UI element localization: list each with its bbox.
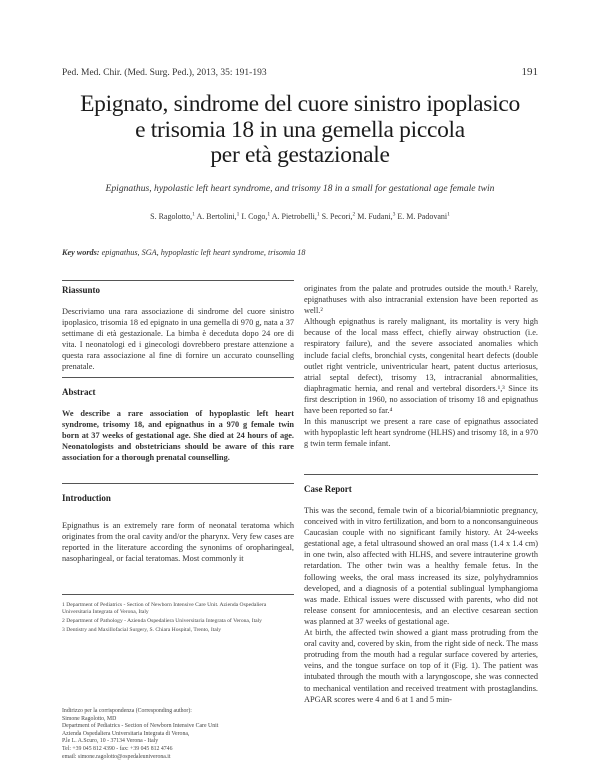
introduction-text: Epignathus is an extremely rare form of neonatal teratoma which originates from the oral cavity and/or the pharynx. Very few cases are reported in the literature according the synonims of oropharingeal, nasopharingeal, or facial teratomas. Most commonly it — [62, 521, 294, 564]
paragraph: In this manuscript we present a rare case of epignathus associated with hypoplastic left heart syndrome (HLHS) and trisomy 18, in a 970 g twin term female infant. — [304, 417, 538, 449]
paragraph: This was the second, female twin of a bicorial/biamniotic pregnancy, conceived with in vitro fertilization, and born to a nonconsanguineous Caucasian couple with no significant family history. At 24-weeks gestational age, a fetal ultrasound showed an oral mass (1.4 x 1.4 cm) in one twin, also affected with HLHS, and severe intrauterine growth retardation. The other twin was a healthy female fetus. In the following weeks, the oral mass increased its size, polyhydramnios developed, and a diagnosis of a potential sublingual lymphangioma was made. Ethical issues were discussed with parents, who did not release consent for amniocentesis, and an elective cesarean section was planned at 37 weeks of gestational age. — [304, 506, 538, 626]
correspondence-line: Department of Pediatrics - Section of Newborn Intensive Care Unit — [62, 723, 219, 730]
section-heading-case-report: Case Report — [304, 484, 352, 494]
riassunto-text: Descriviamo una rara associazione di sindrome del cuore sinistro ipoplasico, trisomia 18 ed epignato in una gemella di 970 g, nata a 37 settimane di età gestazionale. La bimba è deceduta dopo 24 ore di vita. I neonatologi ed i ginecologi dovrebbero prestare attenzione a questa rara associazione al fine di fornire un accurato counselling prenatale. — [62, 307, 294, 372]
footnote-divider — [62, 594, 294, 595]
author-list — [40, 211, 560, 221]
author: E. M. Padovani$^1$ — [397, 211, 450, 221]
section-heading-abstract: Abstract — [62, 387, 96, 397]
author: S. Ragolotto,$^1$ — [150, 211, 195, 221]
section-heading-introduction: Introduction — [62, 493, 111, 503]
author: S. Pecori,$^2$ — [321, 211, 356, 221]
keywords-label: Key words: — [62, 248, 100, 257]
divider — [62, 483, 294, 484]
paragraph: originates from the palate and protrudes outside the mouth.¹ Rarely, epignathuses with also intracranial extension have been reported as well.² — [304, 284, 538, 316]
footnote: 1 Department of Pediatrics - Section of Newborn Intensive Care Unit. Azienda Ospedaliera Universitaria Integrata of Verona, Italy — [62, 602, 267, 616]
divider — [62, 377, 294, 378]
page-number: 191 — [521, 66, 538, 78]
footnote: 2 Department of Pathology - Azienda Ospedaliera Universitaria Integrata of Verona, Italy — [62, 618, 262, 625]
author: M. Fudani,$^3$ — [357, 211, 396, 221]
journal-citation: Ped. Med. Chir. (Med. Surg. Ped.), 2013, 35: 191-193 — [62, 68, 267, 78]
correspondence-line: Azienda Ospedaliera Universitaria Integrata di Verona, — [62, 730, 190, 737]
correspondence-line: Indirizzo per la corrispondenza (Corresponding author): — [62, 708, 192, 714]
correspondence-line: Simone Ragolotto, MD — [62, 715, 117, 722]
abstract-text: We describe a rare association of hypoplastic left heart syndrome, trisomy 18, and epignathus in a 970 g female twin born at 37 weeks of gestational age. She died at 24 hours of age. Neonatologists and obstetricians should be aware of this rare association for a thorough prenatal counselling. — [62, 409, 294, 463]
paragraph: Although epignathus is rarely malignant, its mortality is very high because of the local mass effect, chiefly airway obstruction (i.e. respiratory failure), and the severe associated anomalies which include facial clefts, bronchial cysts, congenital heart defects (double outlet right ventricle, univentricular heart, patent ductus arteriosus, atrial septal defect), trisomy 13, intracranial abnormalities, diaphragmatic hernia, and renal and vertebral disorders.¹,³ Since its first description in 1960, no association of trisomy 18 and epignathus have been reported so far.⁴ — [304, 317, 538, 416]
title-line: e trisomia 18 in una gemella piccola — [135, 116, 465, 143]
right-column-intro — [304, 283, 538, 449]
keywords — [62, 248, 306, 257]
divider — [62, 280, 294, 281]
correspondence-block — [62, 708, 294, 761]
divider — [304, 474, 538, 475]
correspondence-line: email: simone.ragolotto@ospedaleuniverona.it — [62, 753, 171, 760]
article-title — [40, 92, 560, 169]
correspondence-line: Tel: +39 045 812 4390 - fax: +39 045 812 4746 — [62, 745, 173, 752]
author: I. Cogo,$^1$ — [241, 211, 271, 221]
paragraph: At birth, the affected twin showed a giant mass protruding from the oral cavity and, covered by skin, from the right side of neck. The mass protruding from the mouth had a regular surface covered by arteries, veins, and the tongue surface on top of it (Fig. 1). The patient was intubated through the mouth with a laryngoscope, she was connected to mechanical ventilation and received treatment with prostaglandins. APGAR scores were 4 and 6 at 1 and 5 min- — [304, 628, 538, 704]
english-title: Epignathus, hypolastic left heart syndrome, and trisomy 18 in a small for gestational age female twin — [105, 183, 495, 194]
footnote: 3 Dentistry and Maxillofacial Surgery, S. Chiara Hospital, Trento, Italy — [62, 627, 222, 634]
affiliation-footnotes — [62, 602, 294, 636]
title-line: Epignato, sindrome del cuore sinistro ipoplasico — [80, 91, 520, 117]
title-line: per età gestazionale — [210, 142, 390, 168]
author: A. Bertolini,$^1$ — [196, 211, 240, 221]
section-heading-riassunto: Riassunto — [62, 285, 101, 295]
keywords-text: epignathus, SGA, hypoplastic left heart syndrome, trisomia 18 — [101, 248, 306, 257]
right-column-case — [304, 505, 538, 705]
correspondence-line: P.le L. A.Scuro, 10 - 37134 Verona - Italy — [62, 738, 159, 745]
author: A. Pietrobelli,$^1$ — [271, 211, 320, 221]
